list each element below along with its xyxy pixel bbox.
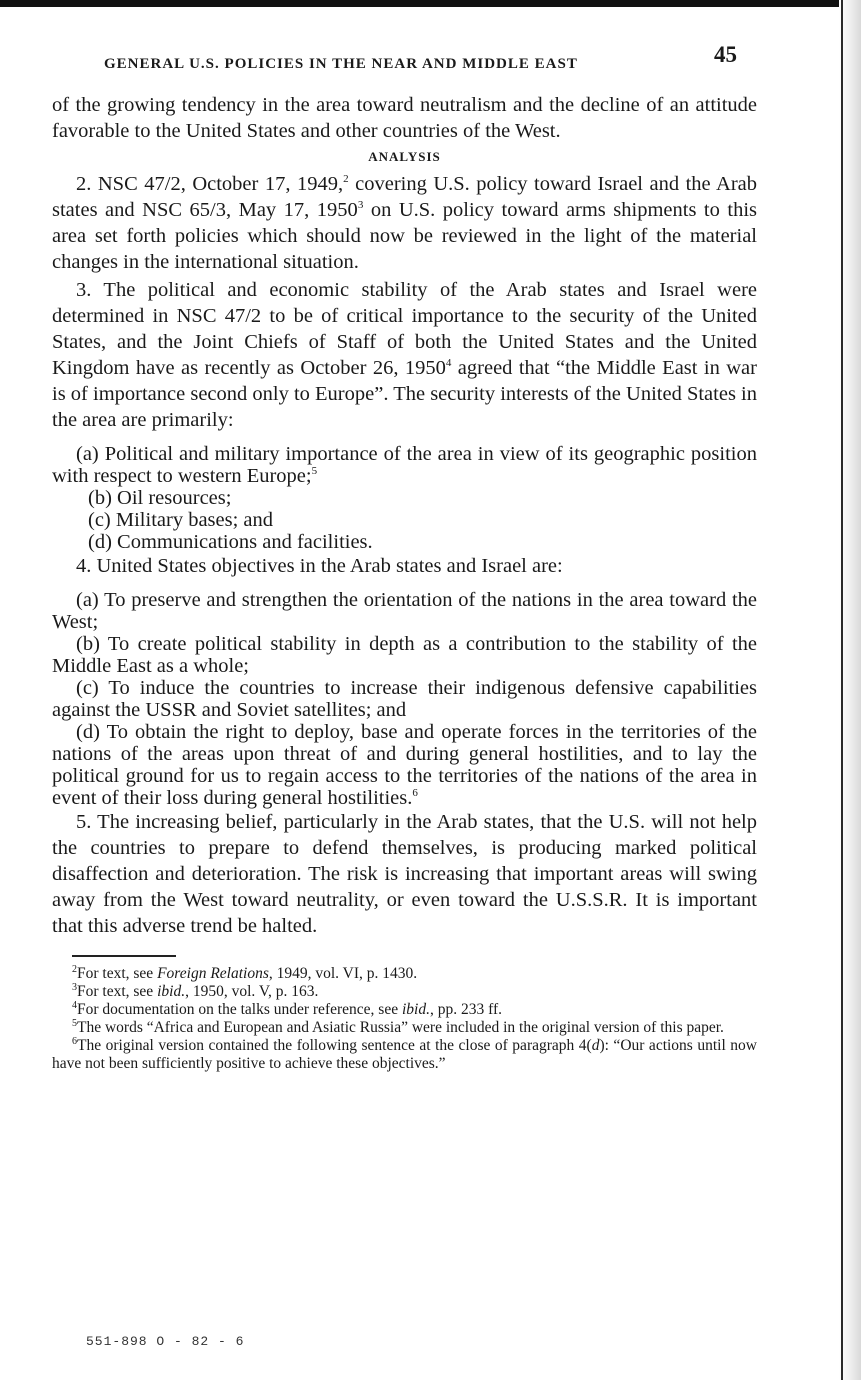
footnote-6-pre: The original version contained the following sentence at the close of paragraph 4(: [77, 1037, 592, 1054]
paragraph-4: 4. United States objectives in the Arab states and Israel are:: [76, 555, 563, 577]
document-page: [52, 38, 757, 1073]
list3-item-a-text: (a) Political and military importance of the area in view of its geographic position with respect to western Europe;: [52, 443, 757, 487]
footnote-5: [52, 1019, 757, 1037]
paragraph-2: [52, 171, 757, 275]
paragraph-3: [52, 277, 757, 433]
footnote-6-number: 6: [72, 1035, 77, 1047]
page-top-edge: [0, 0, 861, 7]
footnote-4: [52, 1001, 757, 1019]
print-code: 551-898 O - 82 - 6: [86, 1334, 245, 1349]
list3-item-a: [52, 443, 757, 487]
list3-item-b: (b) Oil resources;: [88, 487, 232, 509]
list3-item-d: (d) Communications and facilities.: [88, 531, 373, 553]
footnote-divider: [72, 955, 176, 957]
footnote-ref-2[interactable]: 2: [343, 173, 349, 186]
footnote-3-number: 3: [72, 981, 77, 993]
objectives-list: [52, 589, 757, 809]
footnote-5-text: The words “Africa and European and Asiatic Russia” were included in the original version of this paper.: [77, 1019, 724, 1036]
footnote-4-pre: For documentation on the talks under reference, see: [77, 1001, 402, 1018]
list3-item-c: (c) Military bases; and: [88, 509, 274, 531]
security-interests-list: [52, 443, 757, 553]
section-heading: ANALYSIS: [368, 149, 441, 164]
list4-item-d-text: (d) To obtain the right to deploy, base and operate forces in the territories of the nations of the areas upon threat of and during general hostilities, and to lay the political ground for us to regain access to the territories of the nations of the area in event of their loss during general hostilities.: [52, 721, 757, 809]
para2-part-c: on U.S. policy toward arms shipments to this area set forth policies which should now be reviewed in the light of the material changes in the international situation.: [52, 199, 757, 273]
footnotes: [52, 965, 757, 1073]
footnote-2-number: 2: [72, 963, 77, 975]
para2-part-b: covering U.S. policy toward Israel and the Arab states and NSC 65/3, May 17, 1950: [52, 173, 758, 221]
list4-item-c: (c) To induce the countries to increase their indigenous defensive capabilities against the USSR and Soviet satellites; and: [52, 677, 757, 721]
para3-part-b: agreed that “the Middle East in war is of importance second only to Europe”. The security interests of the United States in the area are primarily:: [52, 357, 757, 431]
page-header: [52, 38, 757, 74]
footnote-2-pre: For text, see: [77, 965, 158, 982]
list4-item-a: (a) To preserve and strengthen the orientation of the nations in the area toward the West;: [52, 589, 757, 633]
para3-part-a: 3. The political and economic stability of the Arab states and Israel were determined in NSC 47/2 to be of critical importance to the security of the United States, and the Joint Chiefs of Staff of both the United States and the United Kingdom have as recently as October 26, 1950: [52, 279, 757, 379]
para2-part-a: 2. NSC 47/2, October 17, 1949,: [76, 173, 344, 195]
list4-item-d: [52, 721, 757, 809]
footnote-3-italic: ibid.: [157, 983, 186, 1000]
footnote-3-post: , 1950, vol. V, p. 163.: [185, 983, 319, 1000]
footnote-2-italic: Foreign Relations: [157, 965, 269, 982]
opening-paragraph: of the growing tendency in the area toward neutralism and the decline of an attitude favorable to the United States and other countries of the West.: [52, 94, 757, 142]
footnote-ref-3[interactable]: 3: [357, 199, 364, 212]
footnote-4-italic: ibid.: [401, 1001, 430, 1018]
list4-item-b: (b) To create political stability in depth as a contribution to the stability of the Middle East as a whole;: [52, 633, 757, 677]
footnote-ref-4[interactable]: 4: [445, 357, 452, 370]
footnote-4-number: 4: [72, 999, 77, 1011]
footnote-6-italic: d: [591, 1037, 600, 1054]
footnote-6-post: ): “Our actions until now have not been sufficiently positive to achieve these objectives.”: [52, 1037, 757, 1072]
footnote-3-pre: For text, see: [77, 983, 158, 1000]
running-head: GENERAL U.S. POLICIES IN THE NEAR AND MIDDLE EAST: [104, 56, 578, 72]
page-binding-line: [841, 0, 843, 1380]
footnote-4-post: , pp. 233 ff.: [429, 1001, 502, 1018]
footnote-ref-6[interactable]: 6: [412, 787, 418, 800]
footnote-2: [52, 965, 757, 983]
footnote-2-post: , 1949, vol. VI, p. 1430.: [268, 965, 418, 982]
body-text: [52, 92, 757, 939]
paragraph-5: 5. The increasing belief, particularly in the Arab states, that the U.S. will not help the countries to prepare to defend themselves, is producing marked political disaffection and deterioration. The risk is increasing that important areas will swing away from the West toward neutrality, or even toward the U.S.S.R. It is important that this adverse trend be halted.: [52, 811, 757, 937]
page-number: 45: [714, 42, 737, 67]
footnote-6: [52, 1037, 757, 1073]
footnote-5-number: 5: [72, 1017, 77, 1029]
footnote-3: [52, 983, 757, 1001]
footnote-ref-5[interactable]: 5: [311, 465, 318, 478]
